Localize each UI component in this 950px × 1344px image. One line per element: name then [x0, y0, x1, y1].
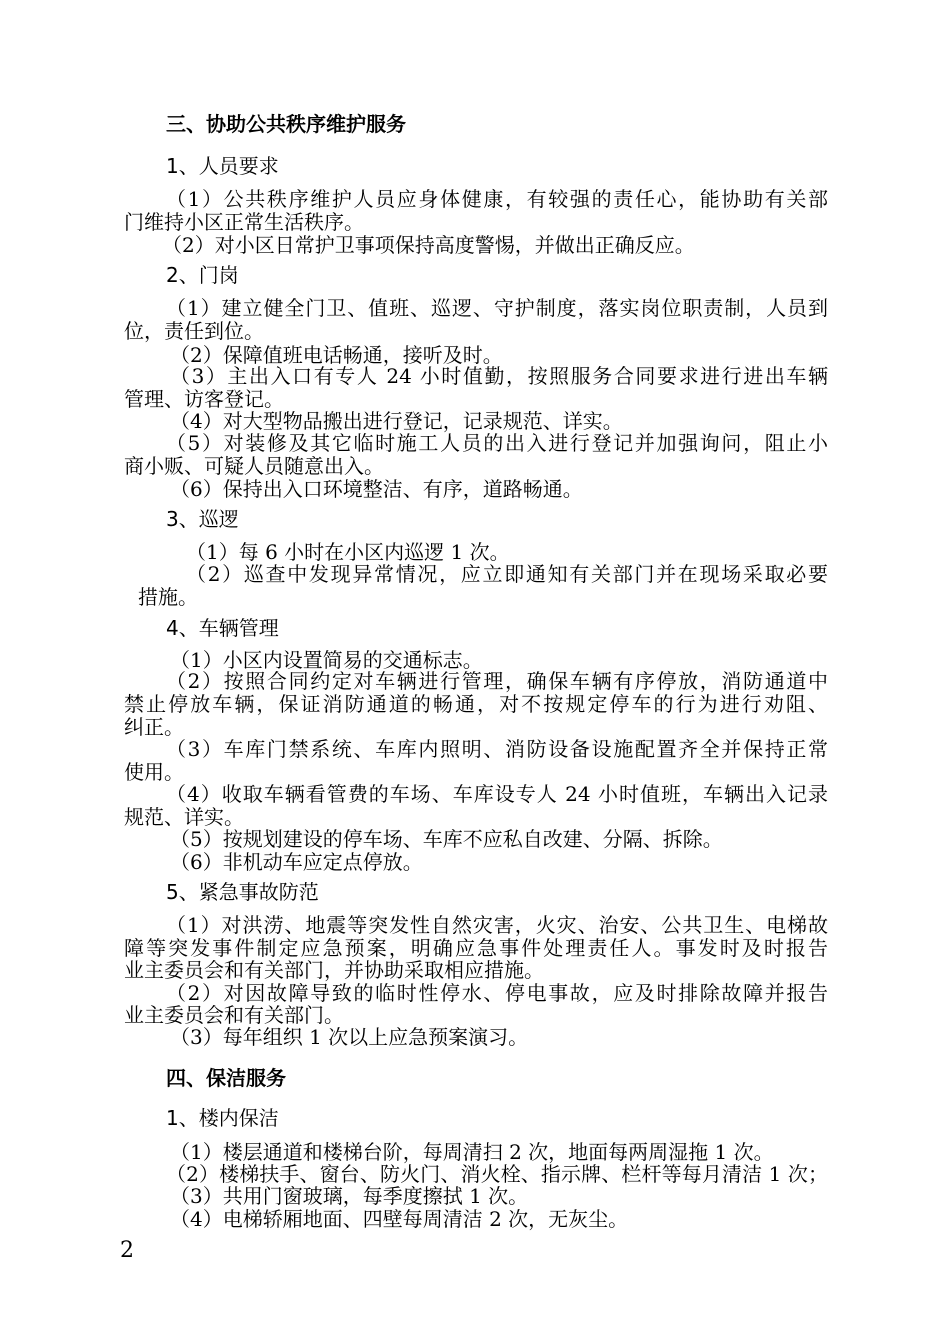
page-number: 2: [120, 1238, 134, 1263]
paragraph-line: 措施。: [138, 585, 198, 609]
section-heading-4: 四、保洁服务: [166, 1066, 286, 1090]
paragraph-line: 业主委员会和有关部门。: [124, 1003, 344, 1027]
paragraph-line: （2）对因故障导致的临时性停水、停电事故，应及时排除故障并报告: [166, 981, 828, 1005]
subsection-title-vehicles: 4、车辆管理: [166, 616, 279, 640]
subsection-title-patrol: 3、巡逻: [166, 507, 239, 531]
paragraph-line: 使用。: [124, 760, 184, 784]
paragraph-line: 禁止停放车辆，保证消防通道的畅通，对不按规定停车的行为进行劝阻、: [124, 692, 828, 716]
paragraph-line: （2）按照合同约定对车辆进行管理，确保车辆有序停放，消防通道中: [166, 669, 828, 693]
paragraph-line: （1）楼层通道和楼梯台阶，每周清扫 2 次，地面每两周湿拖 1 次。: [170, 1140, 774, 1164]
section-heading-3: 三、协助公共秩序维护服务: [166, 112, 406, 136]
subsection-title-personnel: 1、人员要求: [166, 154, 279, 178]
paragraph-line: 规范、详实。: [124, 805, 244, 829]
subsection-title-emergency: 5、紧急事故防范: [166, 880, 319, 904]
paragraph-line: （2）对小区日常护卫事项保持高度警惕，并做出正确反应。: [162, 233, 695, 257]
paragraph-line: （5）按规划建设的停车场、车库不应私自改建、分隔、拆除。: [170, 827, 723, 851]
paragraph-line: （4）收取车辆看管费的车场、车库设专人 24 小时值班，车辆出入记录: [166, 782, 828, 806]
subsection-title-gate: 2、门岗: [166, 263, 239, 287]
paragraph-line: （2）楼梯扶手、窗台、防火门、消火栓、指示牌、栏杆等每月清洁 1 次；: [166, 1162, 828, 1186]
paragraph-line: 门维持小区正常生活秩序。: [124, 210, 364, 234]
paragraph-line: （5）对装修及其它临时施工人员的出入进行登记并加强询问，阻止小: [166, 431, 828, 455]
paragraph-line: （2）巡查中发现异常情况，应立即通知有关部门并在现场采取必要: [186, 562, 828, 586]
paragraph-line: 障等突发事件制定应急预案，明确应急事件处理责任人。事发时及时报告: [124, 936, 828, 960]
paragraph-line: （3）主出入口有专人 24 小时值勤，按照服务合同要求进行进出车辆: [170, 364, 828, 388]
paragraph-line: （6）非机动车应定点停放。: [170, 850, 423, 874]
paragraph-line: （6）保持出入口环境整洁、有序，道路畅通。: [170, 477, 583, 501]
paragraph-line: （2）保障值班电话畅通，接听及时。: [170, 343, 503, 367]
paragraph-line: 管理、访客登记。: [124, 387, 284, 411]
paragraph-line: 位，责任到位。: [124, 319, 264, 343]
paragraph-line: （1）每 6 小时在小区内巡逻 1 次。: [186, 540, 510, 564]
paragraph-line: （4）对大型物品搬出进行登记，记录规范、详实。: [170, 409, 623, 433]
paragraph-line: （1）小区内设置简易的交通标志。: [170, 648, 483, 672]
paragraph-line: （3）共用门窗玻璃，每季度擦拭 1 次。: [170, 1184, 529, 1208]
paragraph-line: （1）建立健全门卫、值班、巡逻、守护制度，落实岗位职责制，人员到: [166, 296, 828, 320]
paragraph-line: （3）车库门禁系统、车库内照明、消防设备设施配置齐全并保持正常: [166, 737, 828, 761]
paragraph-line: （3）每年组织 1 次以上应急预案演习。: [170, 1025, 529, 1049]
paragraph-line: 业主委员会和有关部门，并协助采取相应措施。: [124, 958, 544, 982]
subsection-title-indoor-cleaning: 1、楼内保洁: [166, 1106, 279, 1130]
paragraph-line: （1）对洪涝、地震等突发性自然灾害，火灾、治安、公共卫生、电梯故: [166, 913, 828, 937]
paragraph-line: （1）公共秩序维护人员应身体健康，有较强的责任心，能协助有关部: [166, 187, 828, 211]
paragraph-line: （4）电梯轿厢地面、四壁每周清洁 2 次，无灰尘。: [170, 1207, 629, 1231]
paragraph-line: 纠正。: [124, 715, 184, 739]
paragraph-line: 商小贩、可疑人员随意出入。: [124, 454, 384, 478]
